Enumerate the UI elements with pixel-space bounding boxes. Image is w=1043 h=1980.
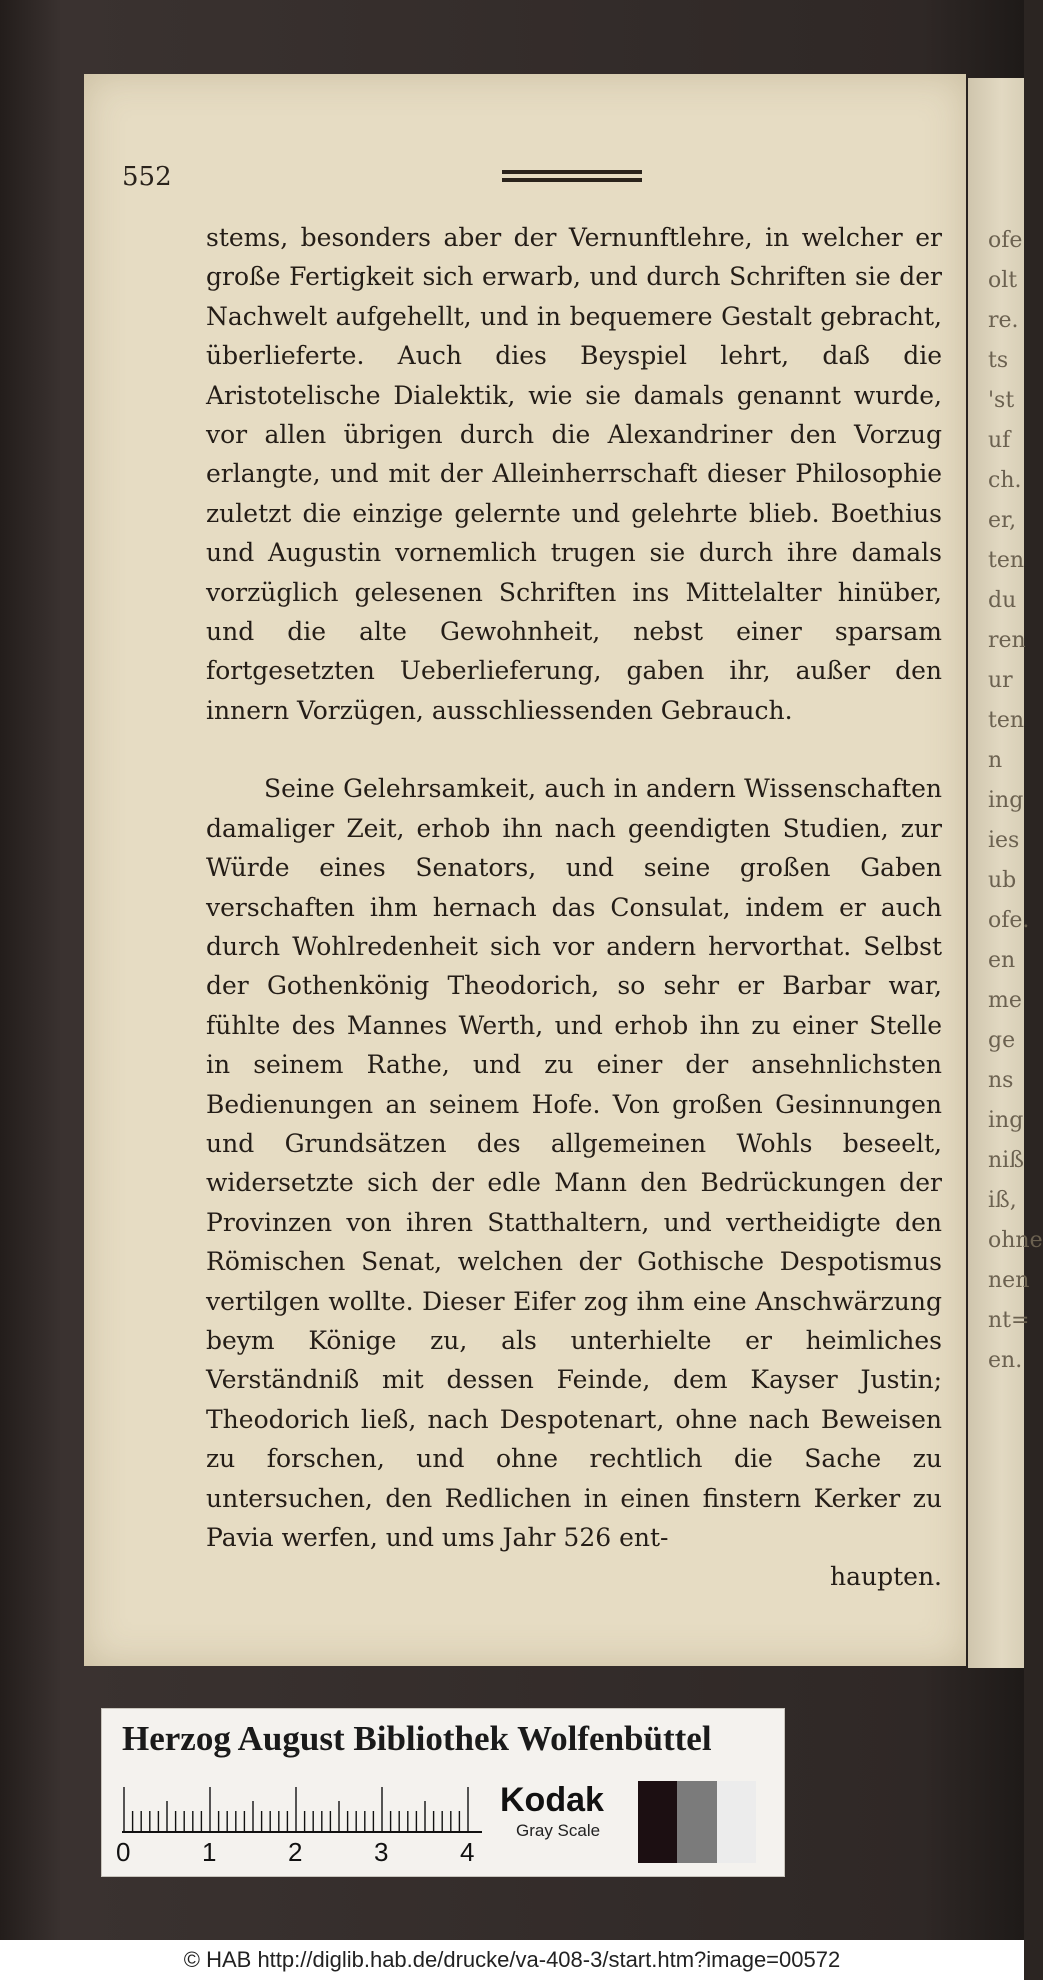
ruler-scale [122, 1787, 482, 1833]
neighbor-fragment: ofe [988, 228, 1023, 253]
neighbor-fragment: er, [988, 508, 1017, 533]
kodak-logo: Kodak [500, 1781, 604, 1819]
neighbor-fragment: n [988, 748, 1003, 773]
neighbor-fragment: ies [988, 828, 1020, 853]
neighbor-fragment: re. [988, 308, 1019, 333]
neighbor-fragment: ts [988, 348, 1009, 373]
gray-patch [717, 1781, 756, 1863]
paragraph-1: stems, besonders aber der Vernunftlehre, in welcher er große Fertigkeit sich erwarb, und durch Schriften sie der Nachwelt aufgehellt, und in bequemere Gestalt gebracht, überlieferte. Auch dies Beyspiel lehrt, daß die Aristotelische Dialektik, wie sie damals genannt wurde, vor allen übrigen durch die Alexandriner den Vorzug erlangte, und mit der Alleinherrschaft dieser Philosophie zuletzt die einzige gelernte und gelehrte blieb. Boethius und Augustin vornemlich trugen sie durch ihre damals vorzüglich gelesenen Schriften ins Mittelalter hinüber, und die alte Gewohnheit, nebst einer sparsam fortgesetzten Ueberlieferung, gaben ihr, außer den innern Vorzügen, ausschliessenden Gebrauch. [206, 223, 942, 725]
neighbor-fragment: ohne [988, 1228, 1043, 1253]
neighbor-fragment: ns [988, 1068, 1014, 1093]
neighbor-fragment: ge [988, 1028, 1016, 1053]
color-calibration-card [101, 1708, 785, 1877]
copyright-footer: © HAB http://diglib.hab.de/drucke/va-408-3/start.htm?image=00572 [0, 1940, 1024, 1980]
neighbor-page-edge [968, 78, 1043, 1668]
neighbor-fragment: nen [988, 1268, 1030, 1293]
neighbor-fragment: ing [988, 788, 1024, 813]
neighbor-fragment: ch. [988, 468, 1022, 493]
neighbor-fragment: ren [988, 628, 1026, 653]
paragraph-2: Seine Gelehrsamkeit, auch in andern Wissenschaften damaliger Zeit, erhob ihn nach geendigten Studien, zur Würde eines Senators, und seine großen Gaben verschaften ihm hernach das Consulat, indem er auch durch Wohlredenheit sich vor andern hervorthat. Selbst der Gothenkönig Theodorich, so sehr er Barbar war, fühlte des Mannes Werth, und erhob ihn zu einer Stelle in seinem Rathe, und zu einer der ansehnlichsten Bedienungen an seinem Hofe. Von großen Gesinnungen und Grundsätzen des allgemeinen Wohls beseelt, widersetzte sich der edle Mann den Bedrückungen der Provinzen von ihren Statthaltern, und vertheidigte den Römischen Senat, welchen der Gothische Despotismus vertilgen wollte. Dieser Eifer zog ihm eine Anschwärzung beym Könige zu, als unterhielte er heimliches Verständniß mit dessen Feinde, dem Kayser Justin; Theodorich ließ, nach Despotenart, ohne nach Beweisen zu forschen, und ohne rechtlich die Sache zu untersuchen, den Redlichen in einen finstern Kerker zu Pavia werfen, und ums Jahr 526 ent- [206, 774, 942, 1552]
neighbor-fragment: niß [988, 1148, 1024, 1173]
neighbor-fragment: ur [988, 668, 1013, 693]
neighbor-fragment: olt [988, 268, 1018, 293]
neighbor-fragment: en. [988, 1348, 1023, 1373]
neighbor-fragment: ofe. [988, 908, 1030, 933]
library-title: Herzog August Bibliothek Wolfenbüttel [122, 1719, 712, 1758]
ruler-label: 4 [460, 1837, 475, 1867]
gray-scale-label: Gray Scale [516, 1821, 601, 1840]
neighbor-fragment: nt= [988, 1308, 1030, 1333]
page-number: 552 [122, 162, 172, 192]
neighbor-fragment: iß, [988, 1188, 1017, 1213]
ruler-label: 2 [288, 1837, 303, 1867]
neighbor-fragment: ub [988, 868, 1017, 893]
last-word: haupten. [830, 1562, 942, 1592]
neighbor-fragment: ing [988, 1108, 1024, 1133]
neighbor-fragment: du [988, 588, 1017, 613]
ruler-label: 3 [374, 1837, 389, 1867]
header-ornament [502, 170, 642, 182]
neighbor-fragment: uf [988, 428, 1011, 453]
ruler-label: 0 [116, 1837, 131, 1867]
neighbor-fragment: ten [988, 548, 1025, 573]
neighbor-fragment: en [988, 948, 1016, 973]
gray-patch [638, 1781, 677, 1863]
neighbor-fragment: 'st [988, 388, 1015, 413]
gray-patches [638, 1781, 756, 1863]
ruler-label: 1 [202, 1837, 217, 1867]
neighbor-fragment: ten [988, 708, 1025, 733]
gray-patch [677, 1781, 716, 1863]
neighbor-fragment: me [988, 988, 1022, 1013]
page-text [206, 218, 942, 1597]
